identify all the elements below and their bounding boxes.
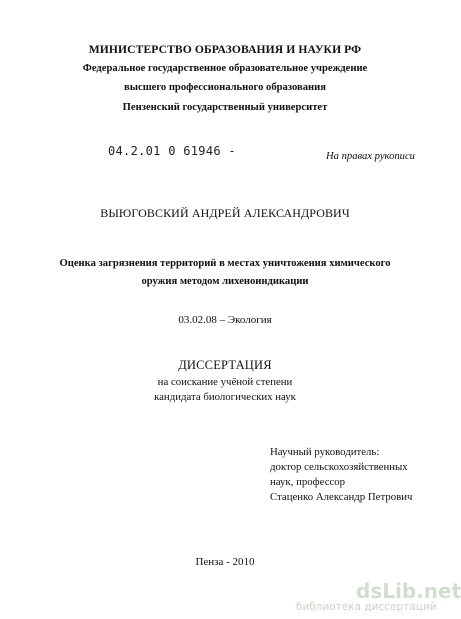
registration-stamp: 04.2.01 0 61946 - xyxy=(108,144,236,158)
supervisor-degree-line-1: доктор сельскохозяйственных xyxy=(270,461,408,473)
place-and-year: Пенза - 2010 xyxy=(195,556,255,568)
institution-line-2: высшего профессионального образования xyxy=(124,82,326,93)
dissertation-title-line-1: Оценка загрязнения территорий в местах уничтожения химического xyxy=(59,258,391,269)
institution-line-1: Федеральное государственное образовательное учреждение xyxy=(82,63,368,74)
supervisor-heading: Научный руководитель: xyxy=(270,446,380,458)
watermark-caption: библиотека диссертаций xyxy=(296,601,437,613)
degree-line-1: на соискание учёной степени xyxy=(157,376,293,388)
specialty-code: 03.02.08 – Экология xyxy=(178,314,272,326)
dissertation-title-line-2: оружия методом лихеноиндикации xyxy=(141,276,309,287)
degree-line-2: кандидата биологических наук xyxy=(154,391,296,403)
university-name: Пензенский государственный университет xyxy=(122,102,328,113)
document-type: ДИССЕРТАЦИЯ xyxy=(178,358,272,372)
rights-note: На правах рукописи xyxy=(326,151,415,162)
author-name: ВЫЮГОВСКИЙ АНДРЕЙ АЛЕКСАНДРОВИЧ xyxy=(100,206,350,220)
supervisor-degree-line-2: наук, профессор xyxy=(270,476,346,488)
supervisor-name: Стаценко Александр Петрович xyxy=(270,491,413,503)
ministry-heading: МИНИСТЕРСТВО ОБРАЗОВАНИЯ И НАУКИ РФ xyxy=(88,43,362,56)
watermark-logo-text: dsLib.net xyxy=(356,579,461,603)
